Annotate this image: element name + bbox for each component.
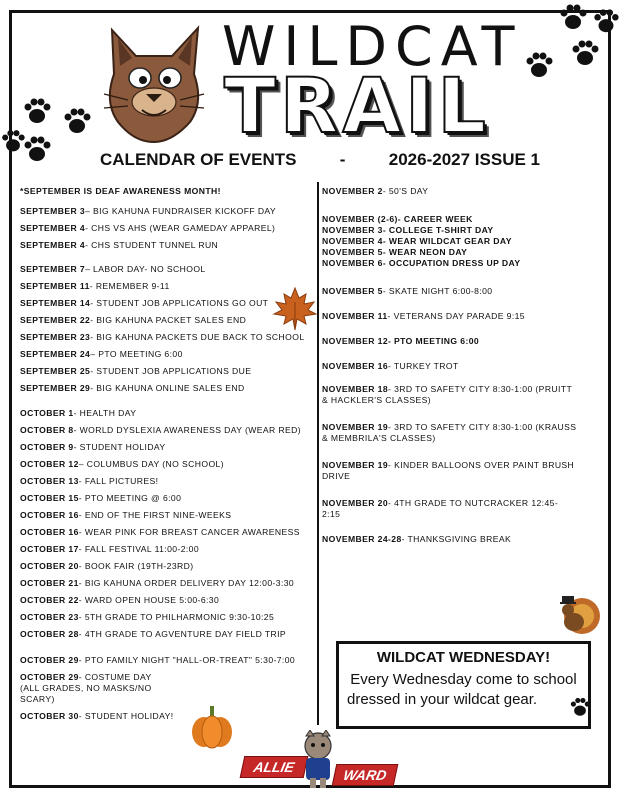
event-date: OCTOBER 20 [20, 561, 79, 571]
event-description: - STUDENT JOB APPLICATIONS DUE [90, 366, 252, 376]
event-date: NOVEMBER 6- OCCUPATION DRESS UP DAY [322, 258, 521, 268]
event-item [20, 612, 315, 623]
logo-text-allie: ALLIE [252, 759, 296, 775]
event-description: – LABOR DAY- NO SCHOOL [85, 264, 206, 274]
event-description: – COLUMBUS DAY (NO SCHOOL) [78, 459, 224, 469]
event-item [322, 395, 600, 406]
event-date: OCTOBER 15 [20, 493, 79, 503]
event-item [20, 629, 315, 640]
event-item [20, 425, 315, 436]
event-date: SEPTEMBER 4 [20, 223, 86, 233]
event-description: - CHS STUDENT TUNNEL RUN [85, 240, 219, 250]
event-description: - KINDER BALLOONS OVER PAINT BRUSH [388, 460, 575, 470]
event-date: SEPTEMBER 11 [20, 281, 90, 291]
event-item [20, 595, 315, 606]
paw-print-icon [592, 6, 620, 36]
event-item [20, 683, 315, 694]
event-item [322, 247, 600, 258]
event-description: - END OF THE FIRST NINE-WEEKS [78, 510, 232, 520]
event-date: OCTOBER 12 [20, 459, 79, 469]
event-date: OCTOBER 23 [20, 612, 79, 622]
event-description: - WEAR PINK FOR BREAST CANCER AWARENESS [78, 527, 300, 537]
event-item [322, 236, 600, 247]
event-date: NOVEMBER 19 [322, 422, 389, 432]
event-item [20, 281, 315, 292]
event-date: SEPTEMBER 3 [20, 206, 86, 216]
title-wildcat: WILDCAT [222, 15, 523, 78]
event-description: SCARY) [20, 694, 55, 704]
event-item [20, 672, 315, 683]
event-item [20, 510, 315, 521]
event-date: SEPTEMBER 29 [20, 383, 91, 393]
paw-print-icon [570, 38, 600, 68]
event-item [322, 286, 600, 297]
event-date: SEPTEMBER 7 [20, 264, 86, 274]
event-date: OCTOBER 28 [20, 629, 79, 639]
paw-print-icon [22, 134, 52, 164]
event-description: - THANKSGIVING BREAK [401, 534, 512, 544]
event-date: NOVEMBER 24-28 [322, 534, 402, 544]
event-item [20, 493, 315, 504]
event-item [20, 711, 315, 722]
event-date: OCTOBER 22 [20, 595, 79, 605]
event-date: NOVEMBER 16 [322, 361, 389, 371]
calendar-subtitle [100, 150, 540, 170]
event-item [20, 332, 315, 343]
event-item [322, 258, 600, 269]
event-item [20, 527, 315, 538]
event-item [322, 361, 600, 372]
subtitle-label: CALENDAR OF EVENTS [100, 150, 297, 169]
event-item [322, 186, 600, 197]
event-item [322, 460, 600, 471]
event-item [322, 422, 600, 433]
event-description: - VETERANS DAY PARADE 9:15 [387, 311, 525, 321]
event-date: OCTOBER 29 [20, 655, 79, 665]
event-item [20, 578, 315, 589]
event-description: & MEMBRILA'S CLASSES) [322, 433, 436, 443]
event-date: SEPTEMBER 24 [20, 349, 91, 359]
paw-print-icon [62, 106, 92, 136]
event-description: - STUDENT HOLIDAY! [78, 711, 174, 721]
turkey-icon [554, 592, 604, 636]
event-date: OCTOBER 30 [20, 711, 79, 721]
event-item [322, 471, 600, 482]
event-description: - REMEMBER 9-11 [89, 281, 170, 291]
event-date: OCTOBER 17 [20, 544, 79, 554]
event-date: NOVEMBER 5- WEAR NEON DAY [322, 247, 468, 257]
event-item [322, 384, 600, 395]
paw-print-icon [569, 696, 591, 718]
event-date: SEPTEMBER 25 [20, 366, 91, 376]
event-description: - STUDENT HOLIDAY [73, 442, 166, 452]
event-date: NOVEMBER 4- WEAR WILDCAT GEAR DAY [322, 236, 512, 246]
event-date: NOVEMBER 18 [322, 384, 389, 394]
event-item [20, 561, 315, 572]
event-date: OCTOBER 21 [20, 578, 79, 588]
event-item [20, 459, 315, 470]
event-description: - PTO FAMILY NIGHT "HALL-OR-TREAT" 5:30-7:00 [78, 655, 296, 665]
paw-print-icon [558, 2, 588, 32]
event-description: - 5TH GRADE TO PHILHARMONIC 9:30-10:25 [78, 612, 275, 622]
event-item [322, 336, 600, 347]
event-description: - HEALTH DAY [73, 408, 137, 418]
event-date: OCTOBER 1 [20, 408, 74, 418]
event-description: - STUDENT JOB APPLICATIONS GO OUT [90, 298, 269, 308]
event-item [20, 223, 315, 234]
event-date: SEPTEMBER 4 [20, 240, 86, 250]
event-description: - COSTUME DAY [78, 672, 152, 682]
event-date: NOVEMBER 19 [322, 460, 389, 470]
event-description: - CHS VS AHS (WEAR GAMEDAY APPAREL) [85, 223, 276, 233]
wildcat-wednesday-box [336, 641, 591, 729]
event-description: 2:15 [322, 509, 341, 519]
wednesday-title: WILDCAT WEDNESDAY! [376, 649, 551, 666]
event-date: OCTOBER 16 [20, 510, 79, 520]
event-description: - BIG KAHUNA PACKETS DUE BACK TO SCHOOL [90, 332, 305, 342]
event-date: NOVEMBER 3- COLLEGE T-SHIRT DAY [322, 225, 494, 235]
event-description: - BIG KAHUNA PACKET SALES END [90, 315, 247, 325]
event-item [20, 544, 315, 555]
event-date: OCTOBER 8 [20, 425, 74, 435]
wednesday-line-2 [339, 690, 588, 710]
event-description: - FALL PICTURES! [78, 476, 159, 486]
event-item [322, 433, 600, 444]
event-item [20, 315, 315, 326]
event-description: - 4TH GRADE TO NUTCRACKER 12:45- [388, 498, 559, 508]
wednesday-line-2-text: dressed in your wildcat gear. [347, 691, 538, 708]
pumpkin-icon [188, 702, 236, 750]
subtitle-separator: - [339, 150, 346, 169]
event-item [20, 366, 315, 377]
event-date: NOVEMBER 20 [322, 498, 389, 508]
event-item [322, 534, 600, 545]
subtitle-issue: 2026-2027 ISSUE 1 [388, 150, 540, 169]
event-item [20, 298, 315, 309]
title-trail: TRAIL [224, 61, 490, 150]
event-description: - BOOK FAIR (19TH-23RD) [78, 561, 194, 571]
wildcat-face-icon [98, 22, 210, 144]
event-item [20, 186, 315, 197]
event-item [322, 498, 600, 509]
logo-banner-right [332, 764, 399, 786]
event-description: – BIG KAHUNA FUNDRAISER KICKOFF DAY [85, 206, 277, 216]
event-item [20, 408, 315, 419]
event-item [20, 655, 315, 666]
event-date: NOVEMBER 11 [322, 311, 388, 321]
event-description: (ALL GRADES, NO MASKS/NO [20, 683, 152, 693]
event-description: - 3RD TO SAFETY CITY 8:30-1:00 (PRUITT [388, 384, 573, 394]
wednesday-line-1: Every Wednesday come to school [350, 671, 577, 688]
event-date: OCTOBER 9 [20, 442, 74, 452]
event-description: - PTO MEETING @ 6:00 [78, 493, 182, 503]
event-item [20, 383, 315, 394]
event-date: NOVEMBER 12- PTO MEETING 6:00 [322, 336, 480, 346]
event-date: SEPTEMBER 14 [20, 298, 91, 308]
event-item [322, 509, 600, 520]
event-date: OCTOBER 13 [20, 476, 79, 486]
event-item [20, 349, 315, 360]
event-item [20, 240, 315, 251]
logo-text-ward: WARD [341, 767, 389, 783]
event-date: SEPTEMBER 23 [20, 332, 91, 342]
event-item [322, 225, 600, 236]
event-item [20, 206, 315, 217]
event-description: & HACKLER'S CLASSES) [322, 395, 431, 405]
paw-print-icon [22, 96, 52, 126]
event-item [322, 311, 600, 322]
event-item [322, 214, 600, 225]
event-date: OCTOBER 29 [20, 672, 79, 682]
event-description: - 4TH GRADE TO AGVENTURE DAY FIELD TRIP [78, 629, 287, 639]
maple-leaf-icon [272, 286, 318, 332]
paw-print-icon [524, 50, 554, 80]
event-description: - BIG KAHUNA ONLINE SALES END [90, 383, 245, 393]
event-item [20, 264, 315, 275]
event-date: SEPTEMBER 22 [20, 315, 91, 325]
event-description: - 50'S DAY [382, 186, 429, 196]
school-logo [242, 730, 394, 792]
column-divider [317, 182, 319, 725]
event-date: NOVEMBER 2 [322, 186, 383, 196]
event-description: - TURKEY TROT [388, 361, 459, 371]
event-description: - WORLD DYSLEXIA AWARENESS DAY (WEAR RED) [73, 425, 302, 435]
event-item [20, 442, 315, 453]
event-description: - 3RD TO SAFETY CITY 8:30-1:00 (KRAUSS [388, 422, 577, 432]
event-date: *SEPTEMBER IS DEAF AWARENESS MONTH! [20, 186, 221, 196]
event-description: - BIG KAHUNA ORDER DELIVERY DAY 12:00-3:30 [78, 578, 295, 588]
event-description: DRIVE [322, 471, 351, 481]
event-item [20, 476, 315, 487]
event-description: - WARD OPEN HOUSE 5:00-6:30 [78, 595, 220, 605]
event-date: OCTOBER 16 [20, 527, 79, 537]
event-item [20, 694, 315, 705]
event-description: – PTO MEETING 6:00 [90, 349, 183, 359]
event-date: NOVEMBER 5 [322, 286, 383, 296]
event-description: - FALL FESTIVAL 11:00-2:00 [78, 544, 200, 554]
event-description: - SKATE NIGHT 6:00-8:00 [382, 286, 493, 296]
event-date: NOVEMBER (2-6)- CAREER WEEK [322, 214, 473, 224]
